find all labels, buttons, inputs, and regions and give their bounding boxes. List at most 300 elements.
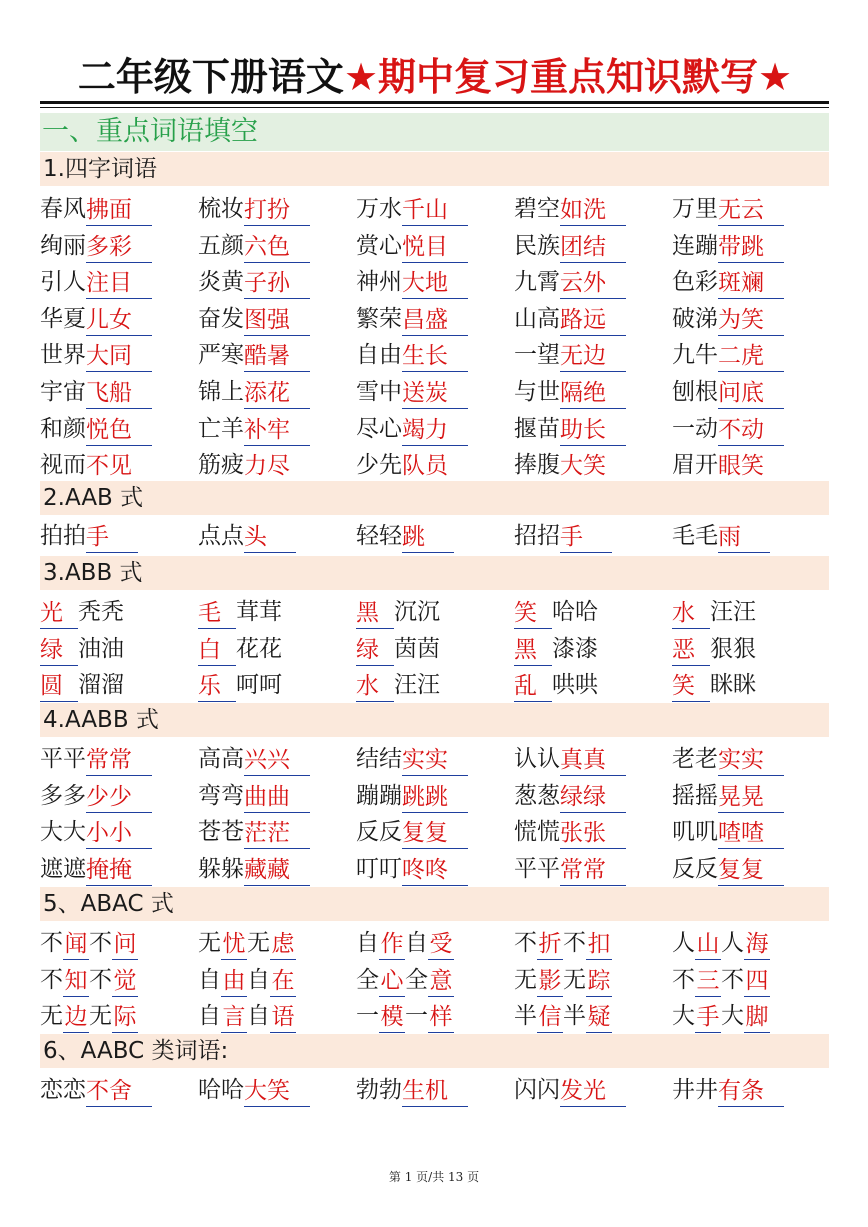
word-given: 碧空	[514, 196, 560, 222]
word-cell	[356, 777, 468, 813]
answer-blank: 黑	[356, 598, 394, 629]
answer-blank: 兴兴	[244, 745, 310, 776]
word-cell	[40, 777, 152, 813]
word-cell	[40, 517, 138, 553]
word-cell	[198, 517, 296, 553]
word-given: 一望	[514, 342, 560, 369]
word-cell	[40, 630, 124, 666]
answer-blank: 知	[63, 966, 89, 997]
answer-blank: 少少	[86, 782, 152, 813]
word-given: 眉开	[672, 452, 718, 479]
word-cell	[514, 997, 612, 1033]
word-row	[40, 263, 829, 299]
word-cell	[514, 593, 598, 629]
answer-blank: 为笑	[718, 305, 784, 336]
word-given: 招招	[514, 523, 560, 549]
word-cell	[198, 924, 296, 960]
word-row	[40, 373, 829, 409]
word-cell	[514, 850, 626, 886]
word-cell	[356, 997, 454, 1033]
answer-blank: 藏藏	[244, 855, 310, 886]
word-given: 不	[89, 930, 112, 956]
word-given: 慌慌	[514, 819, 560, 846]
word-cell	[356, 263, 468, 299]
word-given: 苍苍	[198, 819, 244, 846]
word-cell	[672, 336, 784, 372]
answer-blank: 际	[112, 1002, 138, 1033]
section-heading: 一、重点词语填空	[40, 113, 829, 151]
word-given: 刨根	[672, 379, 718, 405]
word-given: 不	[563, 930, 586, 956]
answer-blank: 带跳	[718, 232, 784, 263]
answer-blank: 悦目	[402, 232, 468, 263]
answer-blank: 曲曲	[244, 782, 310, 813]
subheading-four-char: 1.四字词语	[40, 152, 829, 186]
word-given: 色彩	[672, 269, 718, 296]
answer-blank: 小小	[86, 818, 152, 849]
word-row	[40, 517, 829, 553]
word-given: 不	[721, 966, 744, 993]
word-given: 平平	[40, 746, 86, 772]
answer-blank: 实实	[718, 745, 784, 776]
answer-blank: 昌盛	[402, 305, 468, 336]
word-given: 不	[514, 930, 537, 956]
answer-blank: 问	[112, 929, 138, 960]
word-given: 赏心	[356, 232, 402, 259]
answer-blank: 在	[270, 966, 296, 997]
word-given: 万水	[356, 196, 402, 222]
word-cell	[514, 813, 626, 849]
word-cell	[672, 666, 756, 702]
word-given: 揠苗	[514, 415, 560, 442]
word-cell	[672, 410, 784, 446]
answer-blank: 咚咚	[402, 855, 468, 886]
word-given: 捧腹	[514, 452, 560, 479]
word-cell	[356, 666, 440, 702]
word-cell	[672, 850, 784, 886]
word-given: 民族	[514, 232, 560, 259]
word-given: 自由	[356, 342, 402, 369]
word-given: 井井	[672, 1077, 718, 1103]
subheading-aab: 2.AAB 式	[40, 481, 829, 515]
word-cell	[672, 227, 784, 263]
word-cell	[198, 593, 282, 629]
word-given: 引人	[40, 269, 86, 296]
word-cell	[198, 666, 282, 702]
word-given: 自	[198, 1003, 221, 1030]
word-given: 汪汪	[710, 599, 756, 625]
word-cell	[356, 336, 468, 372]
page-footer: 第 1 页/共 13 页	[388, 1170, 480, 1184]
subheading-aabc: 6、AABC 类词语:	[40, 1034, 829, 1068]
title-rule-thin	[40, 107, 829, 108]
word-cell	[198, 190, 310, 226]
word-cell	[356, 813, 468, 849]
word-given: 叮叮	[356, 855, 402, 882]
answer-blank: 跳	[402, 522, 454, 553]
word-given: 大	[721, 1003, 744, 1030]
word-given: 无	[514, 966, 537, 993]
answer-blank: 水	[356, 671, 394, 702]
word-given: 呵呵	[236, 672, 282, 699]
word-cell	[672, 740, 784, 776]
word-given: 哈哈	[198, 1077, 244, 1103]
word-cell	[40, 593, 124, 629]
word-given: 结结	[356, 746, 402, 772]
answer-blank: 常常	[560, 855, 626, 886]
answer-blank: 路远	[560, 305, 626, 336]
word-cell	[40, 1071, 152, 1107]
word-row	[40, 740, 829, 776]
word-row	[40, 336, 829, 372]
word-cell	[356, 190, 468, 226]
word-given: 遮遮	[40, 855, 86, 882]
word-given: 秃秃	[78, 599, 124, 625]
answer-blank: 不舍	[86, 1076, 152, 1107]
word-given: 自	[198, 966, 221, 993]
word-cell	[356, 961, 454, 997]
word-cell	[356, 300, 468, 336]
answer-blank: 语	[270, 1002, 296, 1033]
word-given: 沉沉	[394, 599, 440, 625]
answer-blank: 眼笑	[718, 451, 784, 482]
word-cell	[514, 740, 626, 776]
word-cell	[514, 630, 598, 666]
answer-blank: 无边	[560, 341, 626, 372]
word-given: 自	[247, 966, 270, 993]
word-given: 眯眯	[710, 672, 756, 699]
word-cell	[356, 1071, 468, 1107]
answer-blank: 笑	[514, 598, 552, 629]
answer-blank: 打扮	[244, 195, 310, 226]
answer-blank: 斑斓	[718, 268, 784, 299]
word-cell	[198, 740, 310, 776]
word-cell	[514, 300, 626, 336]
answer-blank: 添花	[244, 378, 310, 409]
subheading-aabb: 4.AABB 式	[40, 703, 829, 737]
word-cell	[40, 410, 152, 446]
answer-blank: 复复	[402, 818, 468, 849]
answer-blank: 毛	[198, 598, 236, 629]
answer-blank: 头	[244, 522, 296, 553]
word-given: 茵茵	[394, 635, 440, 662]
word-cell	[40, 740, 152, 776]
answer-blank: 忧	[221, 929, 247, 960]
word-given: 和颜	[40, 415, 86, 442]
word-cell	[198, 997, 296, 1033]
answer-blank: 团结	[560, 232, 626, 263]
word-cell	[198, 263, 310, 299]
word-row	[40, 666, 829, 702]
page-title	[40, 50, 830, 104]
answer-blank: 大地	[402, 268, 468, 299]
word-given: 高高	[198, 746, 244, 772]
word-cell	[198, 410, 310, 446]
word-cell	[40, 190, 152, 226]
answer-blank: 大笑	[560, 451, 626, 482]
word-row	[40, 227, 829, 263]
word-cell	[672, 263, 784, 299]
word-cell	[40, 924, 138, 960]
word-row	[40, 190, 829, 226]
word-cell	[198, 300, 310, 336]
answer-blank: 扣	[586, 929, 612, 960]
word-given: 少先	[356, 452, 402, 479]
word-given: 宇宙	[40, 379, 86, 405]
word-cell	[672, 300, 784, 336]
answer-blank: 力尽	[244, 451, 310, 482]
word-given: 破涕	[672, 305, 718, 332]
word-cell	[40, 813, 152, 849]
answer-blank: 喳喳	[718, 818, 784, 849]
word-given: 弯弯	[198, 782, 244, 809]
word-given: 恋恋	[40, 1077, 86, 1103]
word-cell	[198, 227, 310, 263]
answer-blank: 晃晃	[718, 782, 784, 813]
word-cell	[40, 373, 152, 409]
word-cell	[514, 446, 626, 482]
word-cell	[672, 924, 770, 960]
word-given: 锦上	[198, 379, 244, 405]
answer-blank: 闻	[63, 929, 89, 960]
word-row	[40, 850, 829, 886]
answer-blank: 雨	[718, 522, 770, 553]
word-given: 万里	[672, 196, 718, 222]
answer-blank: 光	[40, 598, 78, 629]
answer-blank: 图强	[244, 305, 310, 336]
word-cell	[672, 630, 756, 666]
word-given: 自	[247, 1003, 270, 1030]
word-cell	[40, 227, 152, 263]
word-cell	[40, 997, 138, 1033]
word-cell	[514, 1071, 626, 1107]
answer-blank: 样	[428, 1002, 454, 1033]
answer-blank: 黑	[514, 635, 552, 666]
answer-blank: 如洗	[560, 195, 626, 226]
answer-blank: 白	[198, 635, 236, 666]
word-cell	[356, 630, 440, 666]
word-given: 半	[514, 1003, 537, 1030]
word-row	[40, 997, 829, 1033]
answer-blank: 队员	[402, 451, 468, 482]
answer-blank: 圆	[40, 671, 78, 702]
answer-blank: 隔绝	[560, 378, 626, 409]
word-given: 梳妆	[198, 196, 244, 222]
word-given: 炎黄	[198, 269, 244, 296]
word-cell	[514, 777, 626, 813]
word-cell	[356, 593, 440, 629]
answer-blank: 掩掩	[86, 855, 152, 886]
answer-blank: 生机	[402, 1076, 468, 1107]
word-cell	[198, 777, 310, 813]
word-cell	[40, 961, 138, 997]
word-cell	[356, 850, 468, 886]
word-given: 不	[89, 966, 112, 993]
answer-blank: 言	[221, 1002, 247, 1033]
word-given: 华夏	[40, 305, 86, 332]
answer-blank: 竭力	[402, 415, 468, 446]
word-cell	[672, 813, 784, 849]
word-given: 老老	[672, 746, 718, 772]
word-given: 尽心	[356, 415, 402, 442]
answer-blank: 绿	[356, 635, 394, 666]
word-cell	[672, 593, 756, 629]
answer-blank: 模	[379, 1002, 405, 1033]
word-cell	[198, 446, 310, 482]
word-cell	[40, 263, 152, 299]
word-given: 世界	[40, 342, 86, 369]
word-given: 筋疲	[198, 452, 244, 479]
word-cell	[198, 1071, 310, 1107]
answer-blank: 跳跳	[402, 782, 468, 813]
word-cell	[514, 190, 626, 226]
answer-blank: 手	[695, 1002, 721, 1033]
answer-blank: 问底	[718, 378, 784, 409]
word-row	[40, 961, 829, 997]
word-given: 哄哄	[552, 672, 598, 699]
word-cell	[356, 227, 468, 263]
answer-blank: 云外	[560, 268, 626, 299]
answer-blank: 茫茫	[244, 818, 310, 849]
word-cell	[198, 850, 310, 886]
answer-blank: 实实	[402, 745, 468, 776]
word-cell	[514, 410, 626, 446]
answer-blank: 觉	[112, 966, 138, 997]
word-given: 闪闪	[514, 1077, 560, 1103]
word-cell	[514, 961, 612, 997]
title-red: ★期中复习重点知识默写★	[343, 55, 793, 99]
word-cell	[356, 446, 468, 482]
word-row	[40, 410, 829, 446]
word-cell	[672, 190, 784, 226]
word-given: 轻轻	[356, 523, 402, 549]
answer-blank: 三	[695, 966, 721, 997]
word-given: 连蹦	[672, 232, 718, 259]
answer-blank: 不见	[86, 451, 152, 482]
word-given: 汪汪	[394, 672, 440, 699]
word-given: 反反	[672, 855, 718, 882]
answer-blank: 飞船	[86, 378, 152, 409]
answer-blank: 大笑	[244, 1076, 310, 1107]
word-given: 躲躲	[198, 855, 244, 882]
answer-blank: 乱	[514, 671, 552, 702]
word-given: 雪中	[356, 379, 402, 405]
answer-blank: 生长	[402, 341, 468, 372]
answer-blank: 影	[537, 966, 563, 997]
word-given: 蹦蹦	[356, 782, 402, 809]
answer-blank: 复复	[718, 855, 784, 886]
word-row	[40, 813, 829, 849]
word-row	[40, 924, 829, 960]
answer-blank: 恶	[672, 635, 710, 666]
word-given: 不	[672, 966, 695, 993]
word-given: 自	[356, 930, 379, 956]
word-cell	[672, 777, 784, 813]
word-given: 无	[247, 930, 270, 956]
word-given: 九牛	[672, 342, 718, 369]
answer-blank: 乐	[198, 671, 236, 702]
answer-blank: 有条	[718, 1076, 784, 1107]
answer-blank: 注目	[86, 268, 152, 299]
word-given: 点点	[198, 523, 244, 549]
word-given: 五颜	[198, 232, 244, 259]
answer-blank: 绿绿	[560, 782, 626, 813]
word-given: 不	[40, 930, 63, 956]
word-given: 春风	[40, 196, 86, 222]
answer-blank: 由	[221, 966, 247, 997]
answer-blank: 多彩	[86, 232, 152, 263]
word-cell	[356, 410, 468, 446]
word-given: 叽叽	[672, 819, 718, 846]
word-row	[40, 446, 829, 482]
word-cell	[40, 300, 152, 336]
word-given: 神州	[356, 269, 402, 296]
word-given: 反反	[356, 819, 402, 846]
word-given: 葱葱	[514, 782, 560, 809]
answer-blank: 绿	[40, 635, 78, 666]
word-given: 无	[40, 1003, 63, 1030]
word-cell	[356, 740, 468, 776]
word-given: 严寒	[198, 342, 244, 369]
subheading-abac: 5、ABAC 式	[40, 887, 829, 921]
word-given: 一	[405, 1003, 428, 1030]
answer-blank: 疑	[586, 1002, 612, 1033]
word-cell	[198, 630, 282, 666]
word-given: 自	[405, 930, 428, 956]
word-given: 无	[89, 1003, 112, 1030]
answer-blank: 意	[428, 966, 454, 997]
word-row	[40, 300, 829, 336]
answer-blank: 手	[86, 522, 138, 553]
word-cell	[672, 446, 784, 482]
answer-blank: 酷暑	[244, 341, 310, 372]
answer-blank: 山	[695, 929, 721, 960]
word-row	[40, 777, 829, 813]
word-cell	[40, 850, 152, 886]
word-cell	[40, 336, 152, 372]
word-given: 溜溜	[78, 672, 124, 699]
word-given: 繁荣	[356, 305, 402, 332]
answer-blank: 踪	[586, 966, 612, 997]
word-given: 视而	[40, 452, 86, 479]
word-row	[40, 630, 829, 666]
word-cell	[672, 1071, 784, 1107]
word-given: 不	[40, 966, 63, 993]
answer-blank: 虑	[270, 929, 296, 960]
word-given: 人	[672, 930, 695, 956]
answer-blank: 拂面	[86, 195, 152, 226]
word-given: 多多	[40, 782, 86, 809]
word-cell	[356, 517, 454, 553]
word-row	[40, 1071, 829, 1107]
word-cell	[198, 373, 310, 409]
answer-blank: 信	[537, 1002, 563, 1033]
answer-blank: 千山	[402, 195, 468, 226]
word-given: 狠狠	[710, 635, 756, 662]
word-given: 大	[672, 1003, 695, 1030]
answer-blank: 海	[744, 929, 770, 960]
answer-blank: 补牢	[244, 415, 310, 446]
word-cell	[672, 997, 770, 1033]
word-given: 与世	[514, 379, 560, 405]
word-given: 九霄	[514, 269, 560, 296]
answer-blank: 四	[744, 966, 770, 997]
word-cell	[672, 517, 770, 553]
word-given: 茸茸	[236, 599, 282, 625]
answer-blank: 边	[63, 1002, 89, 1033]
word-cell	[198, 961, 296, 997]
answer-blank: 受	[428, 929, 454, 960]
